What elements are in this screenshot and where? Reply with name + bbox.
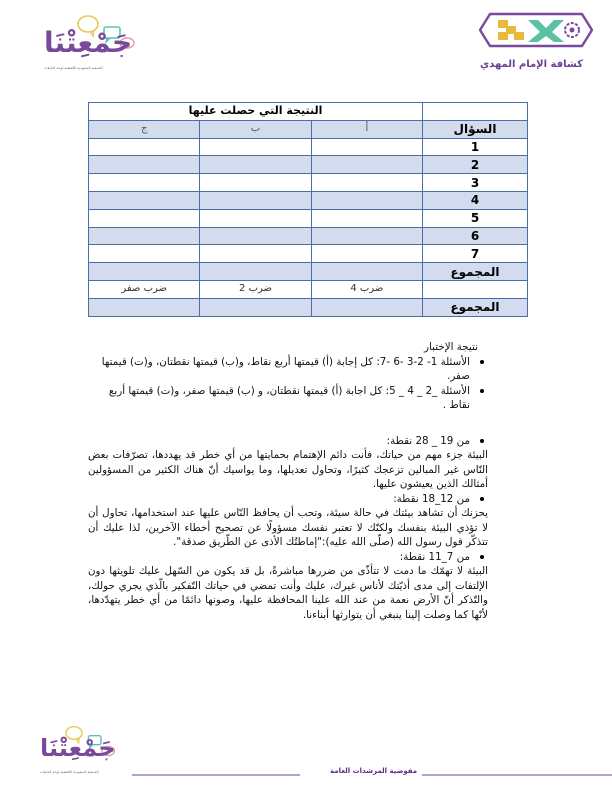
kashafa-logo <box>470 6 600 78</box>
score-table <box>88 102 528 317</box>
answer-b-cell[interactable] <box>200 174 311 192</box>
answer-b-cell[interactable] <box>200 227 311 245</box>
total-a-cell[interactable] <box>311 298 422 316</box>
range-heading: من 12_18 نقطة: <box>88 492 532 507</box>
multiplier-a: ضرب 4 <box>311 280 422 298</box>
answer-a-cell[interactable] <box>311 227 422 245</box>
answer-c-cell[interactable] <box>89 174 200 192</box>
table-title: النتيجة التي حصلت عليها <box>89 103 423 121</box>
table-row <box>89 156 528 174</box>
answer-c-cell[interactable] <box>89 209 200 227</box>
total-b-cell[interactable] <box>200 298 311 316</box>
answer-c-cell[interactable] <box>89 156 200 174</box>
subtotal-c-cell[interactable] <box>89 263 200 281</box>
range-heading: من 19 _ 28 نقطة: <box>88 434 532 449</box>
results-title: نتيجة الإختبار <box>424 341 478 353</box>
table-row <box>89 227 528 245</box>
answer-c-cell[interactable] <box>89 191 200 209</box>
answer-b-cell[interactable] <box>200 156 311 174</box>
question-number: 1 <box>423 138 528 156</box>
table-row <box>89 174 528 192</box>
subtotal-label: المجموع <box>423 263 528 281</box>
table-row <box>89 138 528 156</box>
answer-c-cell[interactable] <box>89 138 200 156</box>
multiplier-c: ضرب صفر <box>89 280 200 298</box>
range-heading: من 7_11 نقطة: <box>88 550 532 565</box>
option-a-header: أ <box>311 120 422 138</box>
footer-wordmark: جَمْعِتْنَا <box>40 734 116 762</box>
answer-b-cell[interactable] <box>200 209 311 227</box>
jamaatna-wordmark: جَمْعِتْنَا <box>44 26 133 59</box>
answer-b-cell[interactable] <box>200 138 311 156</box>
subtotal-row <box>89 263 528 281</box>
jamaatna-tagline: الجمعية السعودية الكشفية لوحة الدليلات <box>44 66 103 70</box>
total-row <box>89 298 528 316</box>
jamaatna-logo <box>40 10 140 70</box>
scoring-rule: الأسئلة _2 _ 4 _ 5: كل اجابة (أ) قيمتها نقطتان، و (ب) قيمتها صفر، و(ت) قيمتها أربع نقاط . <box>88 384 470 413</box>
answer-c-cell[interactable] <box>89 227 200 245</box>
range-description: يحزنك أن تشاهد بيئتك في حالة سيئة، وتحب أن يحافظ النّاس عليها عند استخدامها، تحاول أن لا تؤذي البيئة بنفسك ولكنّك لا تعتبر نفسك مسؤولًا عن تصحيح أخطاء الآخرين، لذا عليك أن تتذكّر قول رسول الله (صلّى الله عليه):"إماطتُك الأذى عن الطّريق صدقة". <box>88 507 488 548</box>
table-row <box>89 209 528 227</box>
answer-a-cell[interactable] <box>311 156 422 174</box>
total-label: المجموع <box>423 298 528 316</box>
table-row <box>89 245 528 263</box>
answer-a-cell[interactable] <box>311 191 422 209</box>
results-section <box>88 340 532 622</box>
subtotal-a-cell[interactable] <box>311 263 422 281</box>
table-row <box>89 191 528 209</box>
question-number: 5 <box>423 209 528 227</box>
answer-b-cell[interactable] <box>200 191 311 209</box>
multiplier-row <box>89 280 528 298</box>
answer-a-cell[interactable] <box>311 209 422 227</box>
question-header: السؤال <box>423 120 528 138</box>
subtotal-b-cell[interactable] <box>200 263 311 281</box>
option-c-header: ج <box>89 120 200 138</box>
footer-jamaatna-logo <box>38 722 128 782</box>
total-c-cell[interactable] <box>89 298 200 316</box>
table-header-row <box>89 120 528 138</box>
question-number: 2 <box>423 156 528 174</box>
scoring-rule: الأسئلة 1- 2-3 -6 -7: كل إجابة (أ) قيمتها أربع نقاط، و(ب) قيمتها نقطتان، و(ت) قيمتها صفر. <box>88 355 470 384</box>
multiplier-empty-cell <box>423 280 528 298</box>
range-description: البيئة لا تهمّك ما دمت لا تتأذّى من ضررها مباشرةً، بل قد يكون من السّهل عليك تلويثها دون الإلتفات إلى مدى أذيّتك لأناس غيرك، عليك وأنت تمضي في حياتك التّفكير بالّذي يجري حولك، والتّذكر أنّ الأرض نعمة من عند الله علينا المحافظة عليها، وصونها دائمًا من أي خطر يتهدّدها، لأنّها كما وصلت إلينا ينبغي أن يتوارثها أبناءنا. <box>88 565 488 621</box>
scoring-rules-list <box>88 355 532 413</box>
option-b-header: ب <box>200 120 311 138</box>
footer-divider-left <box>132 774 300 776</box>
answer-c-cell[interactable] <box>89 245 200 263</box>
answer-a-cell[interactable] <box>311 138 422 156</box>
question-number: 3 <box>423 174 528 192</box>
question-number: 6 <box>423 227 528 245</box>
footer-tagline: الجمعية السعودية الكشفية لوحة الدليلات <box>40 770 99 774</box>
scout-emblem-icon <box>476 6 596 54</box>
footer-divider-right <box>422 774 612 776</box>
empty-corner-cell <box>423 103 528 121</box>
answer-a-cell[interactable] <box>311 174 422 192</box>
table-title-row <box>89 103 528 121</box>
question-number: 7 <box>423 245 528 263</box>
multiplier-b: ضرب 2 <box>200 280 311 298</box>
kashafa-name: كشافة الإمام المهدي <box>480 59 583 70</box>
answer-b-cell[interactable] <box>200 245 311 263</box>
answer-a-cell[interactable] <box>311 245 422 263</box>
question-number: 4 <box>423 191 528 209</box>
footer-label: مفوضية المرشدات العامة <box>330 767 418 775</box>
range-description: البيئة جزء مهم من حياتك، فأنت دائم الإهتمام بحمايتها من أي خطر قد يهددها، تصرّفات بعض النّاس غير المبالين تزعجك كثيرًا، وتحاول تعديلها، وما يواسيك أنّ هناك الكثير من المسؤولين أمثالك الذين يعيشون عليها. <box>88 449 488 490</box>
